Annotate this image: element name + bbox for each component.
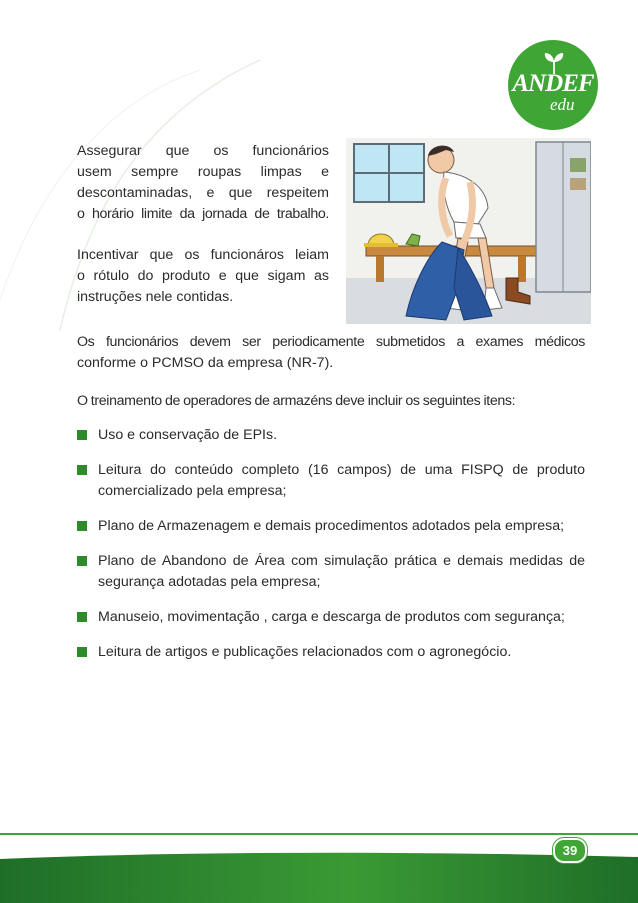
paragraph-line: conforme o PCMSO da empresa (NR-7). xyxy=(77,355,334,371)
square-bullet-icon xyxy=(77,521,87,531)
list-item-text: Leitura do conteúdo completo (16 campos) de uma FISPQ de produto comercializado pela empresa; xyxy=(98,462,585,499)
logo-text-andef: ANDEF xyxy=(512,70,594,97)
list-item xyxy=(77,516,585,537)
paragraph-medical-exams xyxy=(77,332,585,374)
list-item xyxy=(77,460,585,502)
square-bullet-icon xyxy=(77,647,87,657)
list-item-text: Leitura de artigos e publicações relacionados com o agronegócio. xyxy=(98,644,512,660)
locker-room-illustration xyxy=(346,138,591,324)
paragraph-line: Incentivar que os funcionáros leiam xyxy=(77,247,329,263)
paragraph-line: Assegurar que os funcionários xyxy=(77,143,329,159)
square-bullet-icon xyxy=(77,612,87,622)
list-item xyxy=(77,642,585,663)
page-number-badge: 39 xyxy=(553,838,587,863)
paragraph-line: Os funcionários devem ser periodicamente submetidos a exames médicos xyxy=(77,334,585,350)
paragraph-line: instruções nele contidas. xyxy=(77,289,234,305)
paragraph-training-intro: O treinamento de operadores de armazéns deve incluir os seguintes itens: xyxy=(77,393,516,409)
paragraph-read-label xyxy=(77,245,329,308)
footer-band xyxy=(0,851,638,903)
training-items-list xyxy=(77,425,585,677)
list-item xyxy=(77,551,585,593)
andef-edu-logo xyxy=(508,40,598,130)
paragraph-line: o rótulo do produto e que sigam as xyxy=(77,268,329,284)
logo-text-edu: edu xyxy=(550,95,575,114)
list-item-text: Manuseio, movimentação , carga e descarga de produtos com segurança; xyxy=(98,609,565,625)
list-item xyxy=(77,607,585,628)
paragraph-line: o horário limite da jornada de trabalho. xyxy=(77,206,329,222)
footer-line xyxy=(0,833,638,835)
paragraph-line: usem sempre roupas limpas e xyxy=(77,164,329,180)
square-bullet-icon xyxy=(77,465,87,475)
list-item xyxy=(77,425,585,446)
paragraph-line: descontaminadas, e que respeitem xyxy=(77,185,329,201)
square-bullet-icon xyxy=(77,430,87,440)
list-item-text: Plano de Abandono de Área com simulação prática e demais medidas de segurança adotadas pela empresa; xyxy=(98,553,585,590)
list-item-text: Plano de Armazenagem e demais procedimentos adotados pela empresa; xyxy=(98,518,565,534)
paragraph-clean-clothes xyxy=(77,141,329,225)
list-item-text: Uso e conservação de EPIs. xyxy=(98,427,278,443)
square-bullet-icon xyxy=(77,556,87,566)
